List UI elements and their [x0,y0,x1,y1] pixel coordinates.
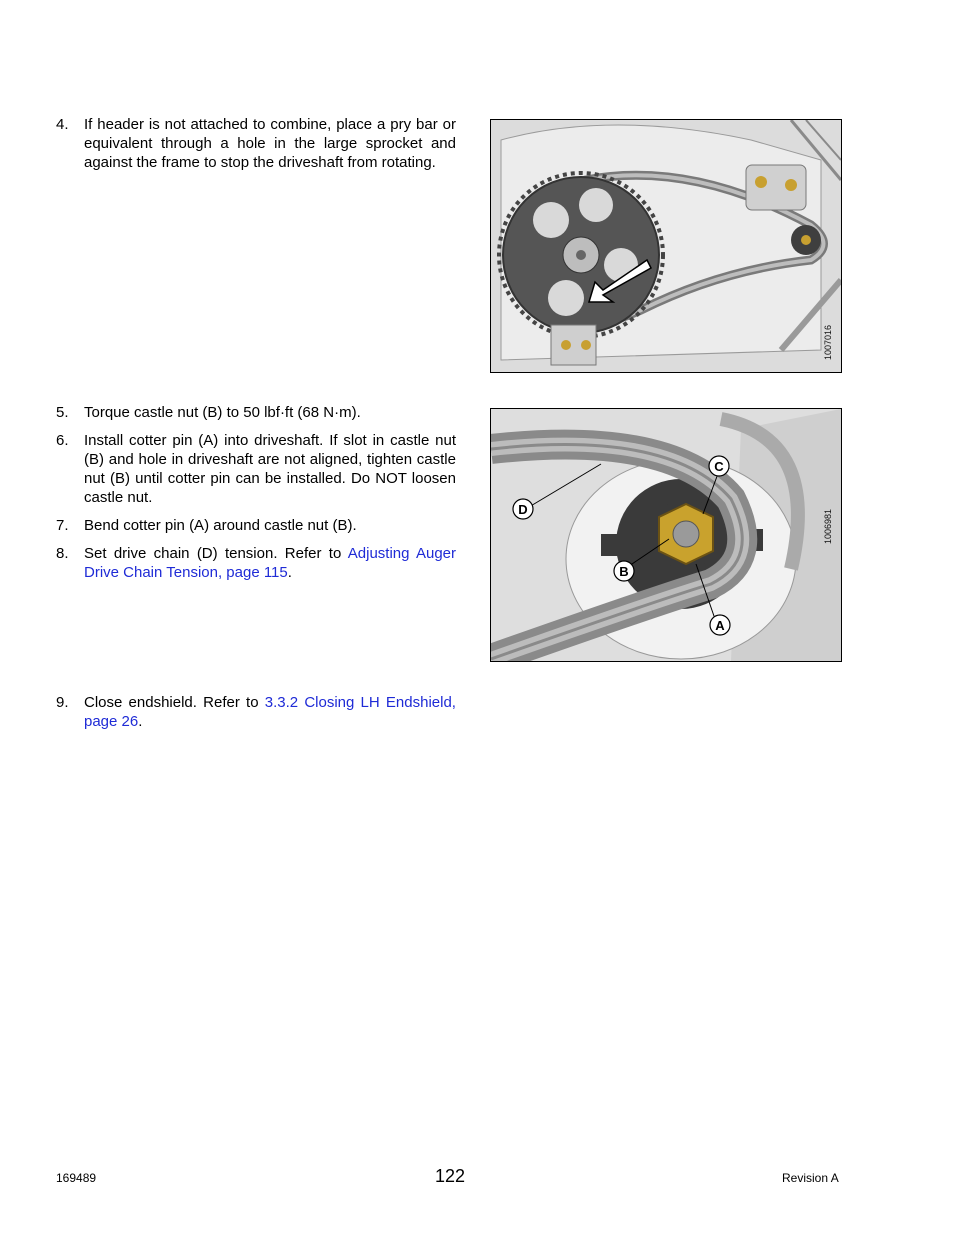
svg-text:A: A [715,618,725,633]
closing-endshield-link[interactable]: 3.3.2 Closing LH Endshield, page 26 [84,694,456,730]
step-7 [56,516,456,535]
figure-id: 1007016 [823,324,833,360]
figure-id: 1006981 [823,508,833,544]
svg-text:D: D [518,502,528,517]
step-text: If header is not attached to combine, place a pry bar or equivalent through a hole in the large sprocket and against the frame to stop the driveshaft from rotating. [84,116,456,171]
step-text: Torque castle nut (B) to 50 lbf·ft (68 N·m). [84,404,361,421]
figure-castle-nut [490,408,842,662]
step-number: 5. [56,404,69,421]
callout-d [513,499,533,519]
step-text-after: . [287,564,292,581]
figure-sprocket-pry-bar [490,119,842,373]
callout-a [710,615,730,635]
step-4 [56,115,456,172]
step-number: 7. [56,517,69,534]
callout-b [614,561,634,581]
step-number: 6. [56,432,69,449]
svg-text:C: C [714,459,724,474]
doc-number: 169489 [56,1171,97,1185]
step-8 [56,544,456,582]
step-text: Bend cotter pin (A) around castle nut (B). [84,517,357,534]
svg-text:B: B [619,564,629,579]
step-9 [56,693,456,731]
step-text-before: Close endshield. Refer to [84,694,265,711]
step-text [84,693,456,731]
step-text-after: . [138,713,143,730]
step-number: 8. [56,545,69,562]
step-text: Install cotter pin (A) into driveshaft. If slot in castle nut (B) and hole in driveshaft are not aligned, tighten castle nut (B) until cotter pin can be installed. Do NOT loosen castle nut. [84,432,456,506]
sprocket-illustration [491,120,841,372]
step-6 [56,431,456,507]
step-number: 4. [56,116,69,133]
chain-tension-link[interactable]: Adjusting Auger Drive Chain Tension, page 115 [84,545,456,581]
callout-c [709,456,729,476]
page-number: 122 [434,1166,466,1186]
step-number: 9. [56,694,69,711]
revision: Revision A [782,1171,839,1185]
step-5 [56,403,456,422]
castle-nut-illustration [491,409,841,661]
step-text-before: Set drive chain (D) tension. Refer to [84,545,348,562]
step-text [84,544,456,582]
